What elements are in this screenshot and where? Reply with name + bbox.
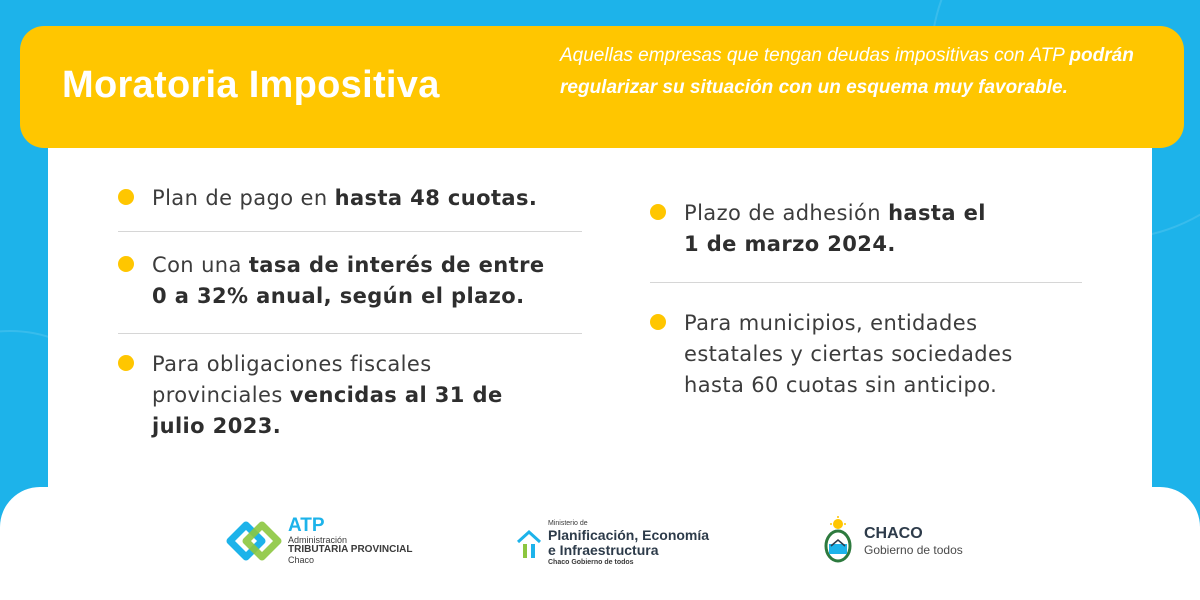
list-item: Plan de pago en hasta 48 cuotas. [118,183,578,214]
house-icon [516,528,542,560]
list-item: Para obligaciones fiscales provinciales vencidas al 31 de julio 2023. [118,349,538,442]
atp-logo: ATP Administración TRIBUTARIA PROVINCIAL Chaco [226,516,412,566]
divider [650,282,1082,283]
divider [118,231,582,232]
list-item: Con una tasa de interés de entre 0 a 32% anual, según el plazo. [118,250,563,312]
list-item: Para municipios, entidades estatales y ciertas sociedades hasta 60 cuotas sin anticipo. [650,308,1070,401]
bullet-icon [118,355,134,371]
bullet-icon [118,189,134,205]
atp-name: ATP [288,515,325,536]
bullet-icon [650,314,666,330]
banner-intro: Aquellas empresas que tengan deudas impositivas con ATP podrán regularizar su situación con un esquema muy favorable. [560,45,1134,98]
chaco-emblem-icon [820,516,856,566]
bullet-icon [650,204,666,220]
chaco-logo: CHACO Gobierno de todos [820,516,963,566]
divider [118,333,582,334]
list-item: Plazo de adhesión hasta el 1 de marzo 2024. [650,198,1000,260]
ministry-logo: Ministerio de Planificación, Economía e Infraestructura Chaco Gobierno de todos [516,520,709,567]
page-title: Moratoria Impositiva [62,64,440,106]
bullet-icon [118,256,134,272]
atp-logo-icon [226,516,282,566]
